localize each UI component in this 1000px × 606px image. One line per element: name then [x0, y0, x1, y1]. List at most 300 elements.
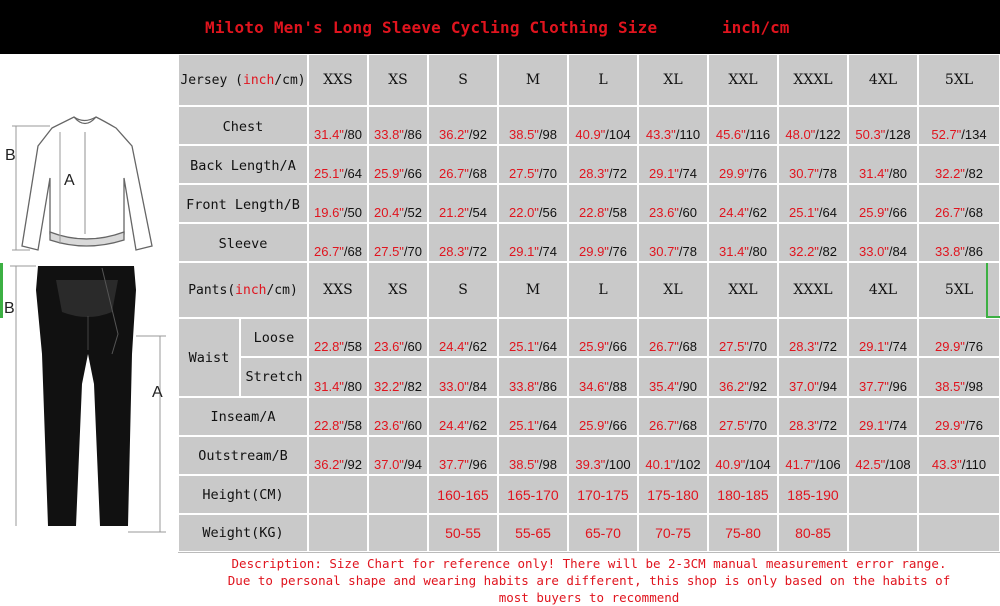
- measurement-cell: [308, 106, 368, 145]
- size-column-header: [568, 54, 638, 106]
- inch-value: 29.1": [509, 244, 539, 259]
- measurement-cell: [848, 145, 918, 184]
- inch-value: 37.0": [374, 457, 404, 472]
- measurement-cell: [848, 397, 918, 436]
- size-column-header: [308, 262, 368, 318]
- cm-value: /74: [888, 418, 907, 433]
- inch-value: 35.4": [649, 379, 679, 394]
- range-cell: [428, 514, 498, 552]
- cm-value: /64: [343, 166, 362, 181]
- inch-value: 34.6": [579, 379, 609, 394]
- row-label: [178, 184, 308, 223]
- measurement-cell: [568, 318, 638, 357]
- inch-value: 33.8": [509, 379, 539, 394]
- cm-value: /68: [678, 339, 697, 354]
- cm-value: /74: [888, 339, 907, 354]
- inch-value: 25.1": [789, 205, 819, 220]
- size-label: L: [598, 282, 608, 298]
- size-label: 5XL: [944, 282, 974, 298]
- cm-value: /88: [608, 379, 627, 394]
- inch-value: 25.9": [579, 418, 609, 433]
- measurement-cell: [498, 436, 568, 475]
- jersey-dimension-a: A: [64, 172, 75, 189]
- pants-dimension-b: B: [4, 300, 15, 317]
- inch-value: 26.7": [935, 205, 965, 220]
- size-column-header: [568, 262, 638, 318]
- inch-value: 40.1": [645, 457, 676, 472]
- measurement-cell: [708, 106, 778, 145]
- measurement-cell: [638, 397, 708, 436]
- size-column-header: [778, 54, 848, 106]
- size-label: XXS: [323, 72, 353, 88]
- inch-value: 23.6": [374, 339, 404, 354]
- inch-value: 48.0": [785, 127, 816, 142]
- range-value: 180-185: [717, 486, 769, 503]
- cm-value: /58: [608, 205, 627, 220]
- cm-value: /68: [964, 205, 983, 220]
- range-cell: [918, 475, 1000, 514]
- cm-value: /70: [538, 166, 557, 181]
- measurement-cell: [368, 318, 428, 357]
- row-label: [178, 397, 308, 436]
- range-value: 70-75: [655, 525, 691, 541]
- measurement-cell: [848, 184, 918, 223]
- cm-value: /74: [538, 244, 557, 259]
- measurement-cell: [428, 184, 498, 223]
- measurement-cell: [848, 106, 918, 145]
- inch-value: 25.9": [579, 339, 609, 354]
- cm-value: /72: [818, 418, 837, 433]
- measurement-cell: [568, 145, 638, 184]
- size-column-header: [778, 262, 848, 318]
- inch-value: 52.7": [931, 127, 962, 142]
- cm-value: /64: [538, 339, 557, 354]
- inch-value: 33.0": [439, 379, 469, 394]
- measurement-cell: [368, 184, 428, 223]
- measurement-cell: [778, 145, 848, 184]
- cm-value: /62: [468, 339, 487, 354]
- inch-value: 28.3": [789, 339, 819, 354]
- inch-value: 24.4": [439, 418, 469, 433]
- size-label: XL: [663, 282, 683, 298]
- range-cell: [708, 475, 778, 514]
- waist-label: [178, 318, 240, 397]
- measurement-cell: [428, 318, 498, 357]
- inch-value: 38.5": [509, 457, 539, 472]
- jersey-and-pants-drawing: [0, 54, 178, 552]
- cm-value: /70: [748, 339, 767, 354]
- cm-value: /104: [745, 457, 771, 472]
- size-column-header: [428, 262, 498, 318]
- inch-value: 19.6": [314, 205, 344, 220]
- range-cell: [848, 514, 918, 552]
- inch-value: 32.2": [789, 244, 819, 259]
- measurement-cell: [308, 357, 368, 397]
- garment-illustration: [0, 54, 178, 552]
- size-label: M: [525, 282, 541, 298]
- measurement-cell: [918, 318, 1000, 357]
- measurement-cell: [708, 357, 778, 397]
- inch-value: 26.7": [439, 166, 469, 181]
- inch-value: 33.8": [935, 244, 965, 259]
- cm-value: /80: [343, 379, 362, 394]
- size-label: XXXL: [793, 282, 833, 298]
- measurement-cell: [638, 184, 708, 223]
- inch-value: 28.3": [579, 166, 609, 181]
- inch-value: 36.2": [719, 379, 749, 394]
- cm-value: /76: [964, 339, 983, 354]
- measurement-cell: [778, 318, 848, 357]
- jersey-drawing: [22, 117, 152, 250]
- cm-value: /94: [403, 457, 422, 472]
- range-cell: [308, 514, 368, 552]
- measurement-cell: [918, 145, 1000, 184]
- table-section-header: [178, 54, 308, 106]
- size-column-header: [498, 54, 568, 106]
- measurement-cell: [848, 357, 918, 397]
- size-label: 4XL: [868, 282, 898, 298]
- measurement-cell: [308, 223, 368, 262]
- cm-value: /128: [885, 127, 911, 142]
- size-label: XXL: [728, 72, 758, 88]
- inch-value: 27.5": [374, 244, 404, 259]
- cm-value: /66: [403, 166, 422, 181]
- measurement-cell: [308, 184, 368, 223]
- inch-value: 25.1": [314, 166, 344, 181]
- inch-value: 28.3": [789, 418, 819, 433]
- description-line: Due to personal shape and wearing habits are different, this shop is only based on the habits of: [227, 573, 951, 588]
- unit-label: inch/cm: [722, 18, 790, 37]
- cm-value: /68: [468, 166, 487, 181]
- inch-value: 29.9": [719, 166, 749, 181]
- measurement-cell: [778, 223, 848, 262]
- cm-value: /68: [678, 418, 697, 433]
- measurement-cell: [848, 223, 918, 262]
- row-label-text: Chest: [222, 119, 264, 135]
- cm-value: /98: [538, 127, 557, 142]
- measurement-cell: [638, 357, 708, 397]
- inch-value: 30.7": [649, 244, 679, 259]
- size-label: 5XL: [944, 72, 974, 88]
- inch-value: 21.2": [439, 205, 469, 220]
- cm-value: /80: [343, 127, 362, 142]
- inch-value: 23.6": [649, 205, 679, 220]
- inch-value: 43.3": [645, 127, 676, 142]
- range-value: 50-55: [445, 525, 481, 541]
- measurement-cell: [918, 184, 1000, 223]
- measurement-cell: [498, 357, 568, 397]
- row-label-text: Weight(KG): [202, 525, 284, 541]
- measurement-cell: [428, 436, 498, 475]
- measurement-cell: [308, 397, 368, 436]
- range-cell: [848, 475, 918, 514]
- size-column-header: [308, 54, 368, 106]
- size-column-header: [848, 54, 918, 106]
- inch-value: 36.2": [314, 457, 344, 472]
- cm-value: /76: [608, 244, 627, 259]
- table-section-header: [178, 262, 308, 318]
- measurement-cell: [308, 436, 368, 475]
- row-label-text: Back Length/A: [190, 158, 296, 174]
- inch-value: 25.9": [374, 166, 404, 181]
- inch-value: 32.2": [374, 379, 404, 394]
- measurement-cell: [848, 436, 918, 475]
- cm-value: /100: [605, 457, 631, 472]
- cm-value: /84: [468, 379, 487, 394]
- measurement-cell: [568, 184, 638, 223]
- cm-value: /56: [538, 205, 557, 220]
- row-label-text: Front Length/B: [186, 197, 300, 213]
- waist-label-text: Waist: [188, 349, 230, 366]
- measurement-cell: [918, 397, 1000, 436]
- measurement-cell: [568, 106, 638, 145]
- range-cell: [308, 475, 368, 514]
- cm-value: /102: [675, 457, 701, 472]
- size-label: XXS: [323, 282, 353, 298]
- measurement-cell: [778, 436, 848, 475]
- cm-value: /74: [678, 166, 697, 181]
- range-cell: [568, 475, 638, 514]
- size-column-header: [368, 262, 428, 318]
- cm-value: /58: [343, 339, 362, 354]
- cm-value: /72: [608, 166, 627, 181]
- inch-value: 45.6": [715, 127, 746, 142]
- measurement-cell: [778, 106, 848, 145]
- inch-value: 29.9": [935, 339, 965, 354]
- measurement-cell: [638, 106, 708, 145]
- cm-value: /60: [678, 205, 697, 220]
- inch-value: 24.4": [719, 205, 749, 220]
- size-label: M: [525, 72, 541, 88]
- description-line: most buyers to recommend: [498, 590, 680, 605]
- row-label: [178, 223, 308, 262]
- cm-value: /116: [745, 127, 771, 142]
- measurement-cell: [368, 397, 428, 436]
- cm-value: /80: [748, 244, 767, 259]
- size-column-header: [848, 262, 918, 318]
- size-label: S: [458, 72, 468, 88]
- inch-value: 20.4": [374, 205, 404, 220]
- measurement-cell: [428, 223, 498, 262]
- chart-title: Miloto Men's Long Sleeve Cycling Clothing Size: [205, 18, 658, 37]
- header-label-inch: inch: [243, 72, 275, 88]
- inch-value: 40.9": [715, 457, 746, 472]
- size-label: 4XL: [868, 72, 898, 88]
- inch-value: 37.0": [789, 379, 819, 394]
- inch-value: 41.7": [785, 457, 816, 472]
- measurement-cell: [708, 184, 778, 223]
- measurement-cell: [708, 436, 778, 475]
- measurement-cell: [428, 357, 498, 397]
- cm-value: /70: [403, 244, 422, 259]
- size-column-header: [428, 54, 498, 106]
- cm-value: /64: [538, 418, 557, 433]
- inch-value: 28.3": [439, 244, 469, 259]
- inch-value: 31.4": [719, 244, 749, 259]
- row-label: [178, 514, 308, 552]
- size-label: XXL: [728, 282, 758, 298]
- measurement-cell: [368, 357, 428, 397]
- size-column-header: [708, 54, 778, 106]
- range-cell: [498, 514, 568, 552]
- cm-value: /110: [961, 457, 987, 472]
- title-bar: [0, 0, 1000, 54]
- range-cell: [778, 514, 848, 552]
- cm-value: /76: [964, 418, 983, 433]
- description-note: [178, 552, 1000, 606]
- cm-value: /54: [468, 205, 487, 220]
- inch-value: 38.5": [935, 379, 965, 394]
- size-column-header: [368, 54, 428, 106]
- measurement-cell: [368, 106, 428, 145]
- measurement-cell: [848, 318, 918, 357]
- header-label-inch: inch: [235, 282, 267, 298]
- range-cell: [428, 475, 498, 514]
- waist-sub-label-text: Loose: [253, 329, 295, 346]
- cm-value: /72: [818, 339, 837, 354]
- row-label: [178, 106, 308, 145]
- cm-value: /82: [403, 379, 422, 394]
- measurement-cell: [498, 223, 568, 262]
- cm-value: /90: [678, 379, 697, 394]
- cm-value: /64: [818, 205, 837, 220]
- measurement-cell: [368, 223, 428, 262]
- size-column-header: [708, 262, 778, 318]
- size-column-header: [638, 54, 708, 106]
- frame-marker: [986, 263, 1000, 318]
- measurement-cell: [368, 436, 428, 475]
- inch-value: 22.8": [314, 418, 344, 433]
- cm-value: /92: [748, 379, 767, 394]
- jersey-dimension-b: B: [5, 147, 16, 164]
- cm-value: /82: [964, 166, 983, 181]
- inch-value: 39.3": [575, 457, 606, 472]
- inch-value: 24.4": [439, 339, 469, 354]
- cm-value: /92: [468, 127, 487, 142]
- inch-value: 23.6": [374, 418, 404, 433]
- waist-sub-label: [240, 318, 308, 357]
- inch-value: 40.9": [575, 127, 606, 142]
- size-label: XS: [388, 72, 408, 88]
- inch-value: 36.2": [439, 127, 469, 142]
- range-cell: [498, 475, 568, 514]
- inch-value: 37.7": [439, 457, 469, 472]
- measurement-cell: [568, 436, 638, 475]
- inch-value: 25.1": [509, 418, 539, 433]
- row-label: [178, 475, 308, 514]
- cm-value: /58: [343, 418, 362, 433]
- size-column-header: [638, 262, 708, 318]
- range-cell: [368, 475, 428, 514]
- measurement-cell: [918, 436, 1000, 475]
- cm-value: /78: [678, 244, 697, 259]
- range-cell: [638, 475, 708, 514]
- range-value: 65-70: [585, 525, 621, 541]
- inch-value: 37.7": [859, 379, 889, 394]
- size-label: XL: [663, 72, 683, 88]
- cm-value: /62: [468, 418, 487, 433]
- cm-value: /76: [748, 166, 767, 181]
- row-label-text: Height(CM): [202, 486, 284, 503]
- inch-value: 29.1": [859, 418, 889, 433]
- inch-value: 29.1": [649, 166, 679, 181]
- cm-value: /96: [888, 379, 907, 394]
- measurement-cell: [778, 397, 848, 436]
- cm-value: /52: [403, 205, 422, 220]
- inch-value: 32.2": [935, 166, 965, 181]
- cm-value: /72: [468, 244, 487, 259]
- measurement-cell: [638, 223, 708, 262]
- range-value: 185-190: [787, 486, 839, 503]
- measurement-cell: [638, 145, 708, 184]
- measurement-cell: [778, 357, 848, 397]
- range-cell: [918, 514, 1000, 552]
- inch-value: 31.4": [314, 379, 344, 394]
- measurement-cell: [498, 318, 568, 357]
- measurement-cell: [918, 106, 1000, 145]
- range-value: 80-85: [795, 525, 831, 541]
- measurement-cell: [638, 318, 708, 357]
- header-label-prefix: Pants(: [188, 282, 236, 298]
- cm-value: /78: [818, 166, 837, 181]
- inch-value: 42.5": [855, 457, 886, 472]
- inch-value: 33.8": [374, 127, 404, 142]
- size-table: [178, 54, 1000, 552]
- inch-value: 29.9": [935, 418, 965, 433]
- measurement-cell: [498, 184, 568, 223]
- range-cell: [638, 514, 708, 552]
- size-column-header: [918, 54, 1000, 106]
- inch-value: 29.9": [579, 244, 609, 259]
- inch-value: 31.4": [314, 127, 344, 142]
- inch-value: 22.8": [314, 339, 344, 354]
- range-cell: [708, 514, 778, 552]
- range-value: 75-80: [725, 525, 761, 541]
- frame-marker-left: [0, 263, 3, 318]
- pants-drawing: [36, 266, 136, 526]
- row-label-text: Sleeve: [218, 236, 268, 252]
- measurement-cell: [308, 318, 368, 357]
- inch-value: 22.0": [509, 205, 539, 220]
- range-value: 165-170: [507, 486, 559, 503]
- cm-value: /86: [403, 127, 422, 142]
- waist-sub-label: [240, 357, 308, 397]
- measurement-cell: [708, 397, 778, 436]
- measurement-cell: [368, 145, 428, 184]
- cm-value: /66: [608, 339, 627, 354]
- range-cell: [778, 475, 848, 514]
- cm-value: /70: [748, 418, 767, 433]
- range-cell: [568, 514, 638, 552]
- measurement-cell: [708, 318, 778, 357]
- cm-value: /50: [343, 205, 362, 220]
- size-label: L: [598, 72, 608, 88]
- measurement-cell: [568, 223, 638, 262]
- measurement-cell: [708, 223, 778, 262]
- inch-value: 43.3": [931, 457, 962, 472]
- inch-value: 27.5": [719, 418, 749, 433]
- cm-value: /96: [468, 457, 487, 472]
- measurement-cell: [918, 223, 1000, 262]
- measurement-cell: [708, 145, 778, 184]
- measurement-cell: [778, 184, 848, 223]
- inch-value: 25.1": [509, 339, 539, 354]
- measurement-cell: [428, 106, 498, 145]
- inch-value: 31.4": [859, 166, 889, 181]
- cm-value: /106: [815, 457, 841, 472]
- inch-value: 26.7": [649, 418, 679, 433]
- row-label: [178, 436, 308, 475]
